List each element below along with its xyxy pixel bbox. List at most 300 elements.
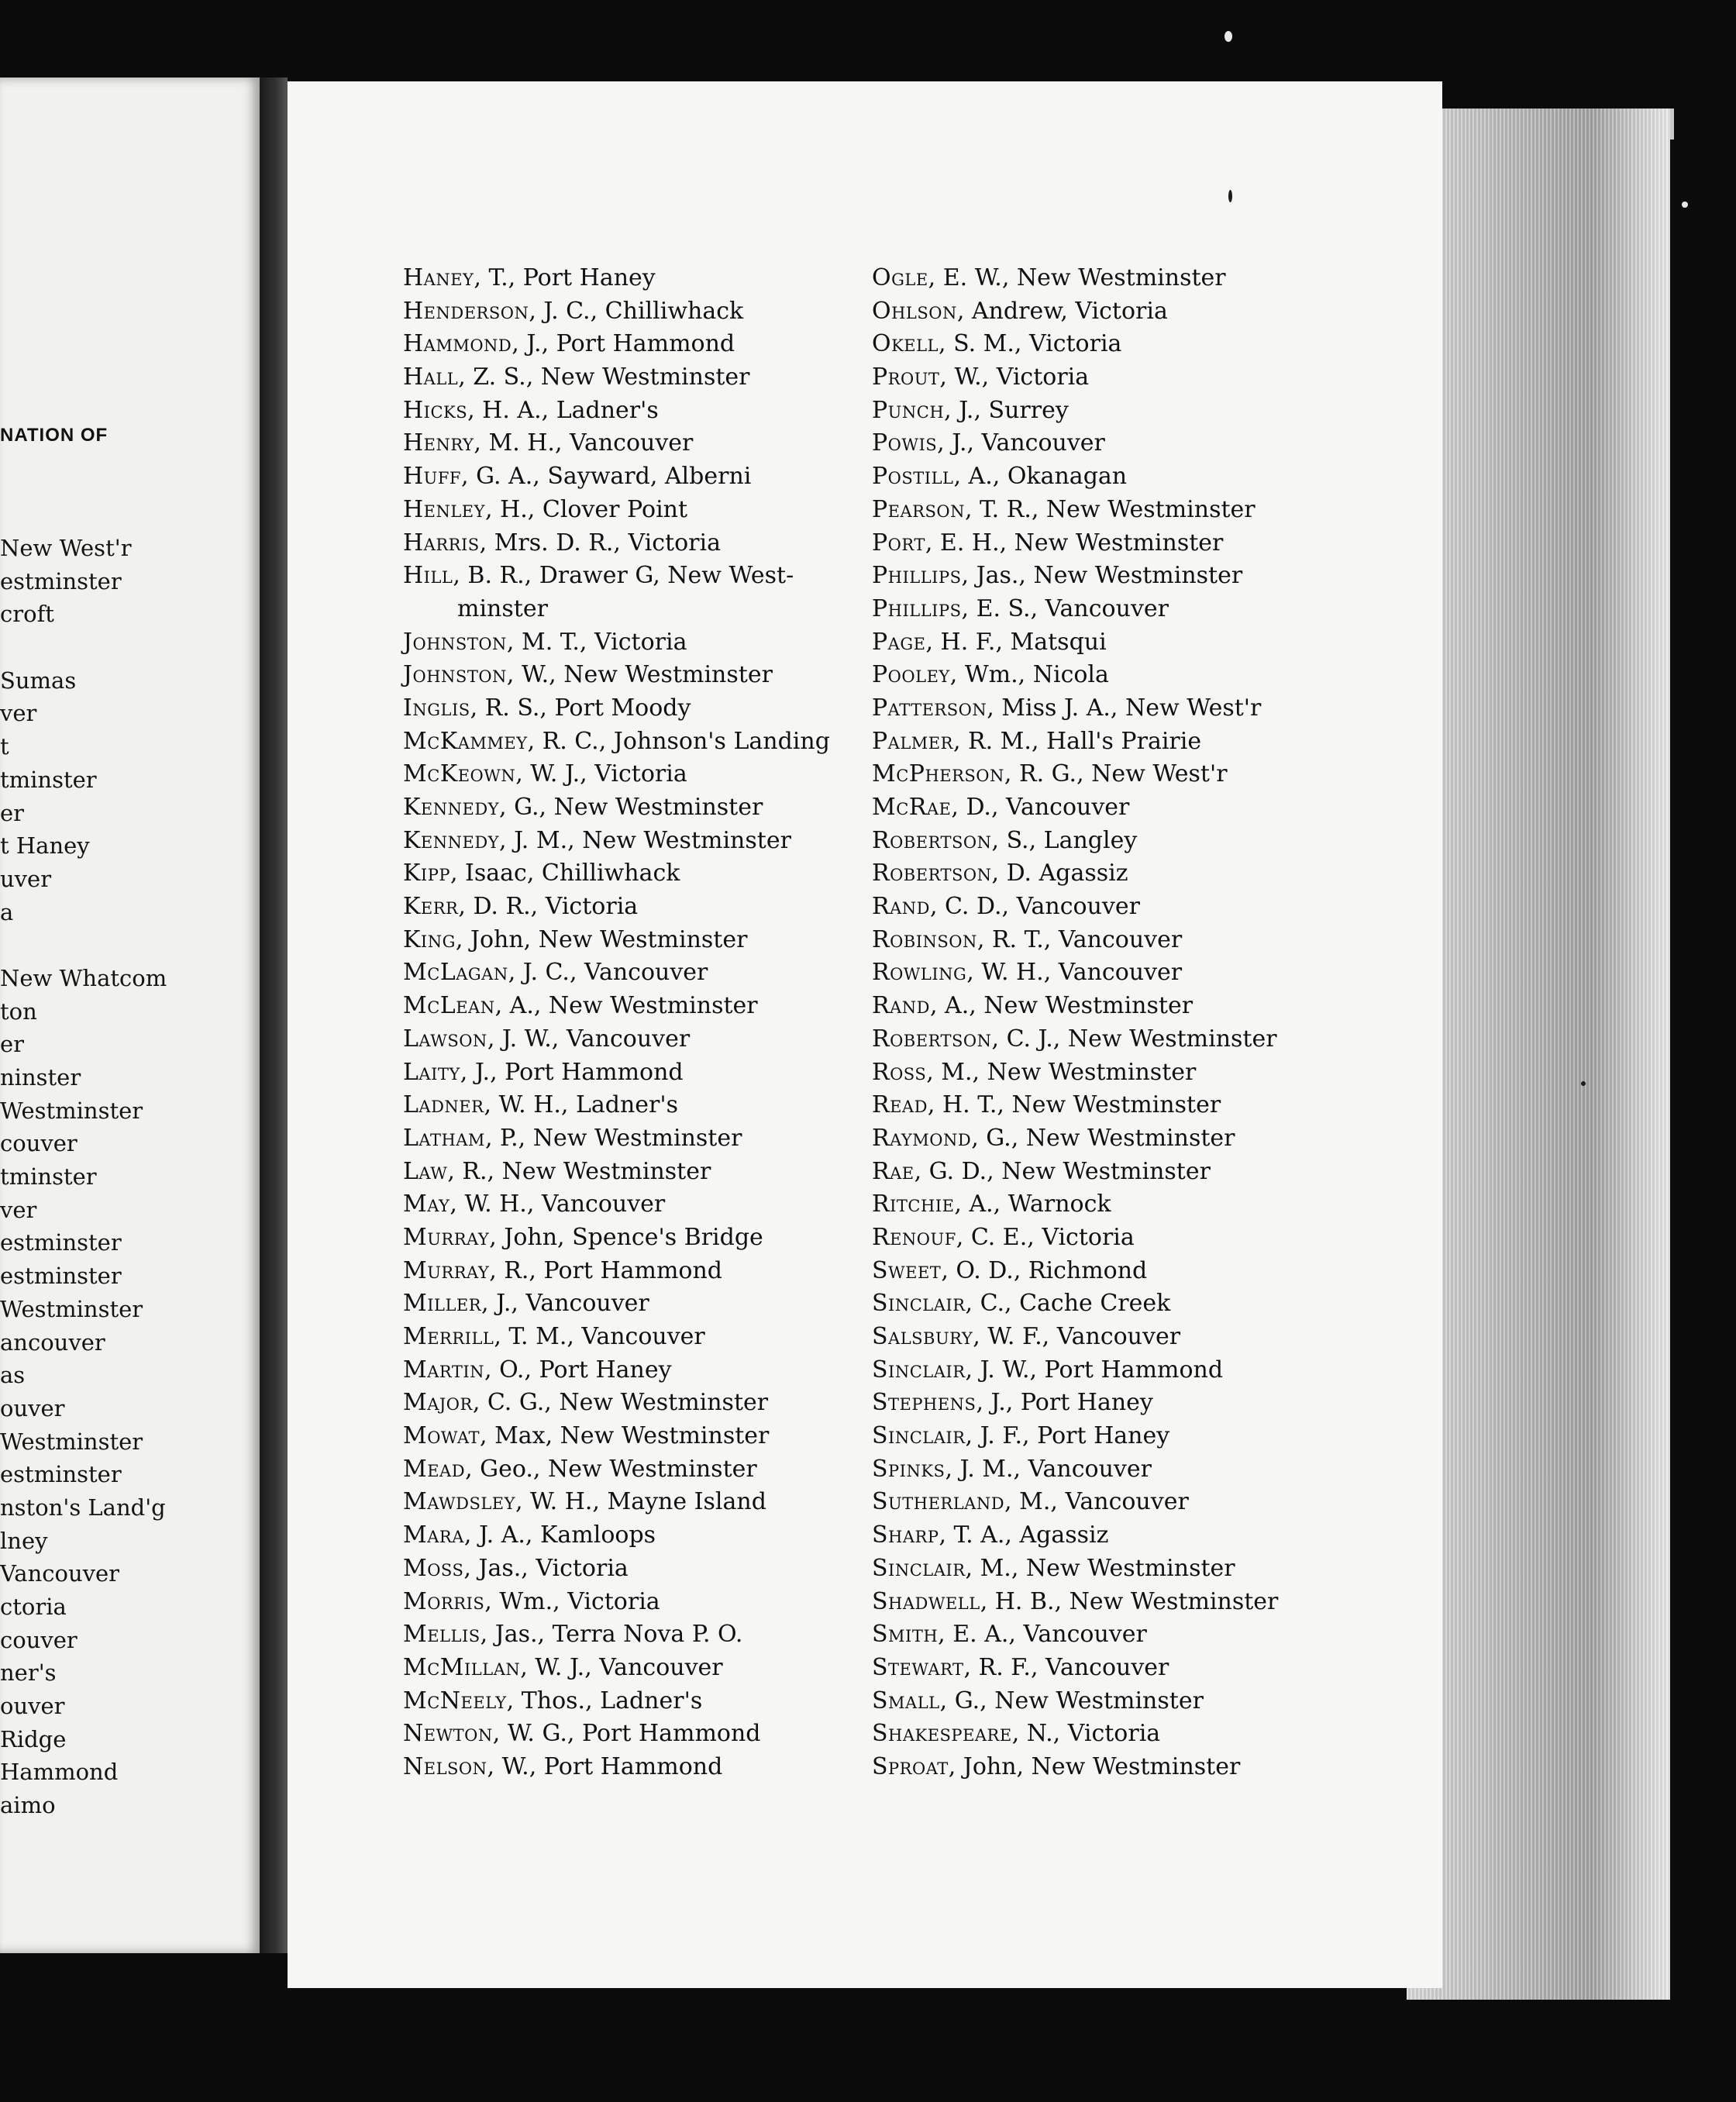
directory-entry [872,395,1278,428]
directory-entry [872,857,1278,891]
directory-entry [403,1321,830,1354]
entry-surname: Haney [403,264,474,291]
directory-entry [403,857,830,891]
entry-surname: McKammey [403,727,528,755]
facing-page-line: estminster [0,1263,122,1290]
directory-entry [872,956,1278,990]
entry-details: , T. M., Vancouver [494,1323,705,1350]
entry-surname: Hill [403,562,453,590]
entry-surname: May [403,1191,450,1218]
directory-entry [403,626,830,660]
entry-surname: McPherson [872,760,1004,788]
directory-entry [872,626,1278,660]
directory-entry [403,990,830,1023]
entry-surname: Johnston [403,628,507,656]
facing-page-line: ver [0,1196,37,1223]
facing-page-line: ner's [0,1659,57,1687]
entry-surname: Phillips [872,562,962,590]
entry-details: , A., Warnock [954,1191,1111,1218]
entry-details: , J. C., Vancouver [508,959,708,987]
entry-surname: Johnston [403,661,507,689]
facing-page-line: ver [0,700,37,727]
name-list-left-column [403,262,830,1784]
entry-surname: Lawson [403,1025,487,1053]
directory-entry [403,427,830,460]
directory-entry [872,1321,1278,1354]
directory-entry [872,1023,1278,1056]
facing-page-line: New Whatcom [0,964,167,991]
directory-entry [872,891,1278,924]
entry-details: , Mrs. D. R., Victoria [479,529,721,557]
entry-details: , T. A., Agassiz [939,1521,1109,1549]
entry-surname: Kerr [403,893,459,921]
entry-surname: Rand [872,992,930,1020]
directory-entry [872,1652,1278,1685]
entry-surname: Merrill [403,1323,494,1350]
entry-details: , C. E., Victoria [956,1223,1135,1251]
directory-entry [403,295,830,329]
entry-details: , R. S., Port Moody [470,694,691,722]
entry-surname: Sharp [872,1521,939,1549]
entry-surname: King [403,925,456,953]
directory-entry [403,1287,830,1321]
entry-details: , H. T., New Westminster [927,1091,1221,1119]
directory-entry [872,1255,1278,1288]
directory-entry [403,1188,830,1222]
directory-entry [403,395,830,428]
entry-details: , J. W., Port Hammond [965,1356,1224,1384]
entry-surname: Smith [872,1621,939,1649]
entry-details: , A., Okanagan [953,463,1128,491]
entry-surname: Robertson [872,1025,992,1053]
directory-entry [872,825,1278,858]
directory-entry [403,1486,830,1519]
directory-entry [872,758,1278,791]
entry-surname: Hall [403,364,459,391]
entry-surname: Inglis [403,694,470,722]
directory-entry [872,1089,1278,1122]
entry-surname: Stewart [872,1653,964,1681]
facing-page-line: New West'r [0,535,132,561]
facing-page-line: Vancouver [0,1560,120,1587]
directory-entry [403,527,830,560]
facing-page-line: tminster [0,766,97,793]
directory-entry [403,1056,830,1090]
entry-surname: Sweet [872,1256,942,1284]
directory-entry [403,1354,830,1387]
facing-page-line: t Haney [0,832,90,860]
name-list-right-column [872,262,1278,1784]
entry-surname: Port [872,529,925,557]
entry-surname: Mawdsley [403,1488,515,1516]
entry-surname: Morris [403,1587,485,1615]
directory-entry [872,593,1278,626]
entry-surname: Okell [872,330,939,358]
entry-surname: Powis [872,429,938,457]
entry-surname: Page [872,628,926,656]
entry-details: , W., Victoria [939,364,1090,391]
entry-details: , J., Surrey [944,396,1069,424]
entry-surname: Ladner [403,1091,484,1119]
facing-page-line: ninster [0,1064,81,1091]
directory-entry [872,725,1278,759]
entry-details: , Thos., Ladner's [506,1687,703,1714]
directory-entry [872,1751,1278,1784]
entry-details: , C. D., Vancouver [929,893,1140,921]
directory-entry [403,593,830,626]
entry-details: , J. A., Kamloops [463,1521,656,1549]
directory-entry [403,659,830,692]
entry-surname: Mellis [403,1621,480,1649]
entry-surname: Shakespeare [872,1720,1012,1748]
facing-page-line: er [0,799,25,826]
directory-entry [403,725,830,759]
entry-details: , W., Port Hammond [487,1752,723,1780]
entry-details: , G., New Westminster [939,1687,1204,1714]
entry-details: , S. M., Victoria [939,330,1122,358]
entry-details: , Geo., New Westminster [465,1455,757,1483]
entry-details: , Jas., New Westminster [961,562,1243,590]
facing-page-line: Ridge [0,1725,67,1752]
directory-entry [872,560,1278,593]
entry-details: , H., Clover Point [485,495,688,523]
directory-entry [872,1056,1278,1090]
entry-surname: Robertson [872,826,992,854]
entry-details: , W., New Westminster [506,661,773,689]
entry-surname: Spinks [872,1455,946,1483]
entry-surname: McKeown [403,760,516,788]
entry-details: , John, Spence's Bridge [489,1223,763,1251]
entry-surname: Shadwell [872,1587,980,1615]
entry-surname: Miller [403,1290,482,1318]
entry-surname: Salsbury [872,1323,973,1350]
directory-entry [872,659,1278,692]
facing-page-line: er [0,1031,25,1058]
entry-details: , G., New Westminster [971,1124,1235,1152]
entry-surname: Harris [403,529,480,557]
entry-surname: Major [403,1389,473,1417]
facing-page-line: Hammond [0,1759,119,1786]
entry-surname: Raymond [872,1124,972,1152]
entry-details: , J., Port Hammond [512,330,735,358]
scan-artifact [1224,31,1232,42]
facing-page-line: nston's Land'g [0,1494,166,1521]
entry-surname: Ohlson [872,297,957,325]
entry-surname: Patterson [872,694,987,722]
entry-details: , Andrew, Victoria [956,297,1168,325]
facing-page-text [0,532,167,1822]
directory-entry [403,361,830,395]
entry-surname: Ross [872,1058,927,1086]
scan-artifact [1581,1081,1586,1086]
directory-entry [403,758,830,791]
entry-details: minster [457,594,548,622]
directory-entry [403,1222,830,1255]
facing-page-line: aimo [0,1792,56,1819]
entry-surname: Phillips [872,594,962,622]
entry-surname: McNeely [403,1687,507,1714]
entry-details: , D. R., Victoria [458,893,639,921]
entry-details: , G., New Westminster [499,794,763,821]
directory-entry [403,825,830,858]
entry-surname: Mara [403,1521,464,1549]
facing-page [0,78,260,1953]
entry-details: , E. W., New Westminster [928,264,1226,291]
entry-details: , A., New Westminster [494,992,758,1020]
entry-surname: Nelson [403,1752,487,1780]
entry-details: , P., New Westminster [484,1124,742,1152]
entry-details: , Max, New Westminster [480,1422,770,1450]
directory-entry [872,262,1278,295]
directory-entry [403,1751,830,1784]
entry-surname: Hicks [403,396,468,424]
entry-details: , R. M., Hall's Prairie [952,727,1202,755]
entry-details: , C., Cache Creek [965,1290,1171,1318]
facing-page-line: ouver [0,1693,65,1720]
directory-entry [872,1552,1278,1586]
entry-details: , M. H., Vancouver [474,429,694,457]
directory-entry [403,1420,830,1453]
entry-surname: Pooley [872,661,950,689]
facing-page-line: estminster [0,1461,122,1488]
entry-details: , W. G., Port Hammond [492,1720,761,1748]
entry-details: , W. J., Victoria [515,760,687,788]
entry-surname: McLean [403,992,495,1020]
entry-details: , C. J., New Westminster [991,1025,1277,1053]
entry-details: , Z. S., New Westminster [458,364,750,391]
entry-details: , D., Vancouver [951,794,1130,821]
directory-entry [403,1552,830,1586]
scan-artifact [1228,190,1232,202]
entry-details: , R. G., New West'r [1004,760,1228,788]
facing-page-line: uver [0,865,52,892]
directory-entry [872,1287,1278,1321]
entry-details: , R. F., Vancouver [963,1653,1169,1681]
entry-details: , M., New Westminster [926,1058,1197,1086]
directory-entry [403,1156,830,1189]
entry-details: , W. J., Vancouver [520,1653,723,1681]
entry-details: , O., Port Haney [484,1356,672,1384]
facing-page-line: estminster [0,567,122,594]
directory-entry [403,1652,830,1685]
entry-surname: Moss [403,1554,464,1582]
facing-page-line: Sumas [0,667,77,694]
directory-entry [403,1387,830,1420]
entry-surname: Henderson [403,297,529,325]
facing-page-line: couver [0,1130,78,1157]
entry-surname: Henley [403,495,486,523]
entry-surname: Mead [403,1455,466,1483]
facing-page-line: croft [0,601,54,628]
entry-surname: Postill [872,463,954,491]
entry-surname: Prout [872,364,940,391]
entry-surname: Murray [403,1223,490,1251]
entry-surname: Kipp [403,860,450,887]
entry-surname: Ogle [872,264,928,291]
directory-entry [872,1519,1278,1552]
directory-entry [403,1586,830,1619]
entry-surname: Kennedy [403,826,500,854]
entry-details: , D. Agassiz [991,860,1128,887]
directory-entry [872,692,1278,725]
entry-details: , S., Langley [991,826,1138,854]
entry-details: , Isaac, Chilliwhack [450,860,680,887]
directory-entry [403,1023,830,1056]
facing-page-line: Westminster [0,1295,143,1322]
directory-entry [872,1486,1278,1519]
directory-entry [872,1387,1278,1420]
directory-entry [403,1255,830,1288]
entry-surname: Pearson [872,495,965,523]
facing-page-heading: NATION OF [0,425,108,446]
entry-details: , Jas., Terra Nova P. O. [480,1621,743,1649]
directory-entry [403,1089,830,1122]
entry-details: , E. S., Vancouver [961,594,1169,622]
entry-surname: Latham [403,1124,485,1152]
directory-entry [872,328,1278,361]
directory-entry [872,924,1278,957]
directory-entry [403,328,830,361]
entry-details: , H. A., Ladner's [467,396,659,424]
entry-details: , J. M., Vancouver [945,1455,1152,1483]
directory-entry [872,1156,1278,1189]
entry-details: , J., Port Haney [976,1389,1153,1417]
directory-entry [872,1586,1278,1619]
directory-entry [403,494,830,527]
directory-entry [403,891,830,924]
entry-surname: McMillan [403,1653,521,1681]
directory-entry [403,1453,830,1487]
entry-details: , H. B., New Westminster [980,1587,1279,1615]
scan-artifact [1682,202,1688,208]
directory-entry [872,1188,1278,1222]
directory-entry [403,956,830,990]
directory-entry [403,1685,830,1718]
entry-surname: Law [403,1157,448,1185]
entry-details: , R. T., Vancouver [976,925,1183,953]
entry-details: , C. G., New Westminster [472,1389,769,1417]
entry-surname: Palmer [872,727,953,755]
directory-entry [872,791,1278,825]
entry-surname: Rae [872,1157,914,1185]
entry-surname: Small [872,1687,940,1714]
directory-entry [872,427,1278,460]
entry-details: , T., Port Haney [474,264,656,291]
entry-surname: McRae [872,794,952,821]
entry-surname: Sinclair [872,1356,966,1384]
entry-details: , Wm., Victoria [484,1587,660,1615]
directory-entry [403,460,830,494]
entry-details: , W. H., Mayne Island [515,1488,766,1516]
entry-surname: Mowat [403,1422,480,1450]
facing-page-line: Westminster [0,1428,143,1455]
facing-page-line: ton [0,998,37,1025]
entry-surname: Rowling [872,959,967,987]
entry-details: , W. H., Ladner's [484,1091,679,1119]
entry-surname: Hammond [403,330,512,358]
directory-entry [872,1718,1278,1751]
directory-entry [872,990,1278,1023]
entry-surname: Punch [872,396,945,424]
entry-surname: Sinclair [872,1554,966,1582]
entry-details: , W. H., Vancouver [966,959,1183,987]
directory-entry [872,1122,1278,1156]
entry-details: , R., New Westminster [447,1157,711,1185]
entry-surname: Robinson [872,925,977,953]
facing-page-line: estminster [0,1229,122,1256]
entry-details: , G. A., Sayward, Alberni [461,463,752,491]
facing-page-line: ctoria [0,1594,67,1620]
facing-page-line: Westminster [0,1097,143,1124]
entry-surname: Renouf [872,1223,956,1251]
directory-entry [872,1420,1278,1453]
entry-details: , Jas., Victoria [463,1554,629,1582]
directory-entry [872,1618,1278,1652]
facing-page-line: as [0,1362,26,1389]
page-block-edges [1407,109,1670,2000]
entry-details: , J. F., Port Haney [965,1422,1170,1450]
directory-entry [872,527,1278,560]
entry-details: , J., Port Hammond [460,1058,684,1086]
entry-details: , John, New Westminster [455,925,748,953]
directory-entry [872,295,1278,329]
entry-surname: Stephens [872,1389,976,1417]
entry-details: , N., Victoria [1011,1720,1161,1748]
directory-entry [403,791,830,825]
facing-page-line: ouver [0,1394,65,1421]
entry-details: , E. A., Vancouver [938,1621,1147,1649]
directory-entry [403,262,830,295]
entry-surname: Martin [403,1356,485,1384]
entry-details: , O. D., Richmond [941,1256,1148,1284]
book-gutter [260,78,288,1953]
directory-entry [872,494,1278,527]
entry-details: , R., Port Hammond [489,1256,722,1284]
directory-entry [872,1453,1278,1487]
entry-surname: Ritchie [872,1191,955,1218]
entry-details: , J. W., Vancouver [487,1025,691,1053]
entry-surname: Sutherland [872,1488,1005,1516]
entry-details: , J. M., New Westminster [499,826,791,854]
entry-surname: Huff [403,463,462,491]
directory-entry [403,1122,830,1156]
entry-details: , M., Vancouver [1004,1488,1189,1516]
directory-entry [872,1354,1278,1387]
entry-details: , G. D., New Westminster [914,1157,1211,1185]
directory-entry [872,361,1278,395]
facing-page-line: lney [0,1527,48,1554]
directory-entry [872,1685,1278,1718]
entry-surname: Murray [403,1256,490,1284]
entry-details: , J., Vancouver [481,1290,649,1318]
entry-details: , B. R., Drawer G, New West- [453,562,794,590]
directory-entry [872,460,1278,494]
facing-page-line: tminster [0,1163,97,1191]
directory-entry [403,1519,830,1552]
directory-entry [403,560,830,593]
entry-details: , H. F., Matsqui [925,628,1107,656]
directory-entry [403,1718,830,1751]
entry-details: , Wm., Nicola [949,661,1109,689]
entry-surname: Read [872,1091,928,1119]
entry-surname: Sinclair [872,1290,966,1318]
entry-surname: Sinclair [872,1422,966,1450]
entry-surname: Kennedy [403,794,500,821]
facing-page-line: ancouver [0,1328,105,1356]
entry-details: , E. H., New Westminster [925,529,1224,557]
directory-entry [872,1222,1278,1255]
entry-details: , Miss J. A., New West'r [987,694,1262,722]
